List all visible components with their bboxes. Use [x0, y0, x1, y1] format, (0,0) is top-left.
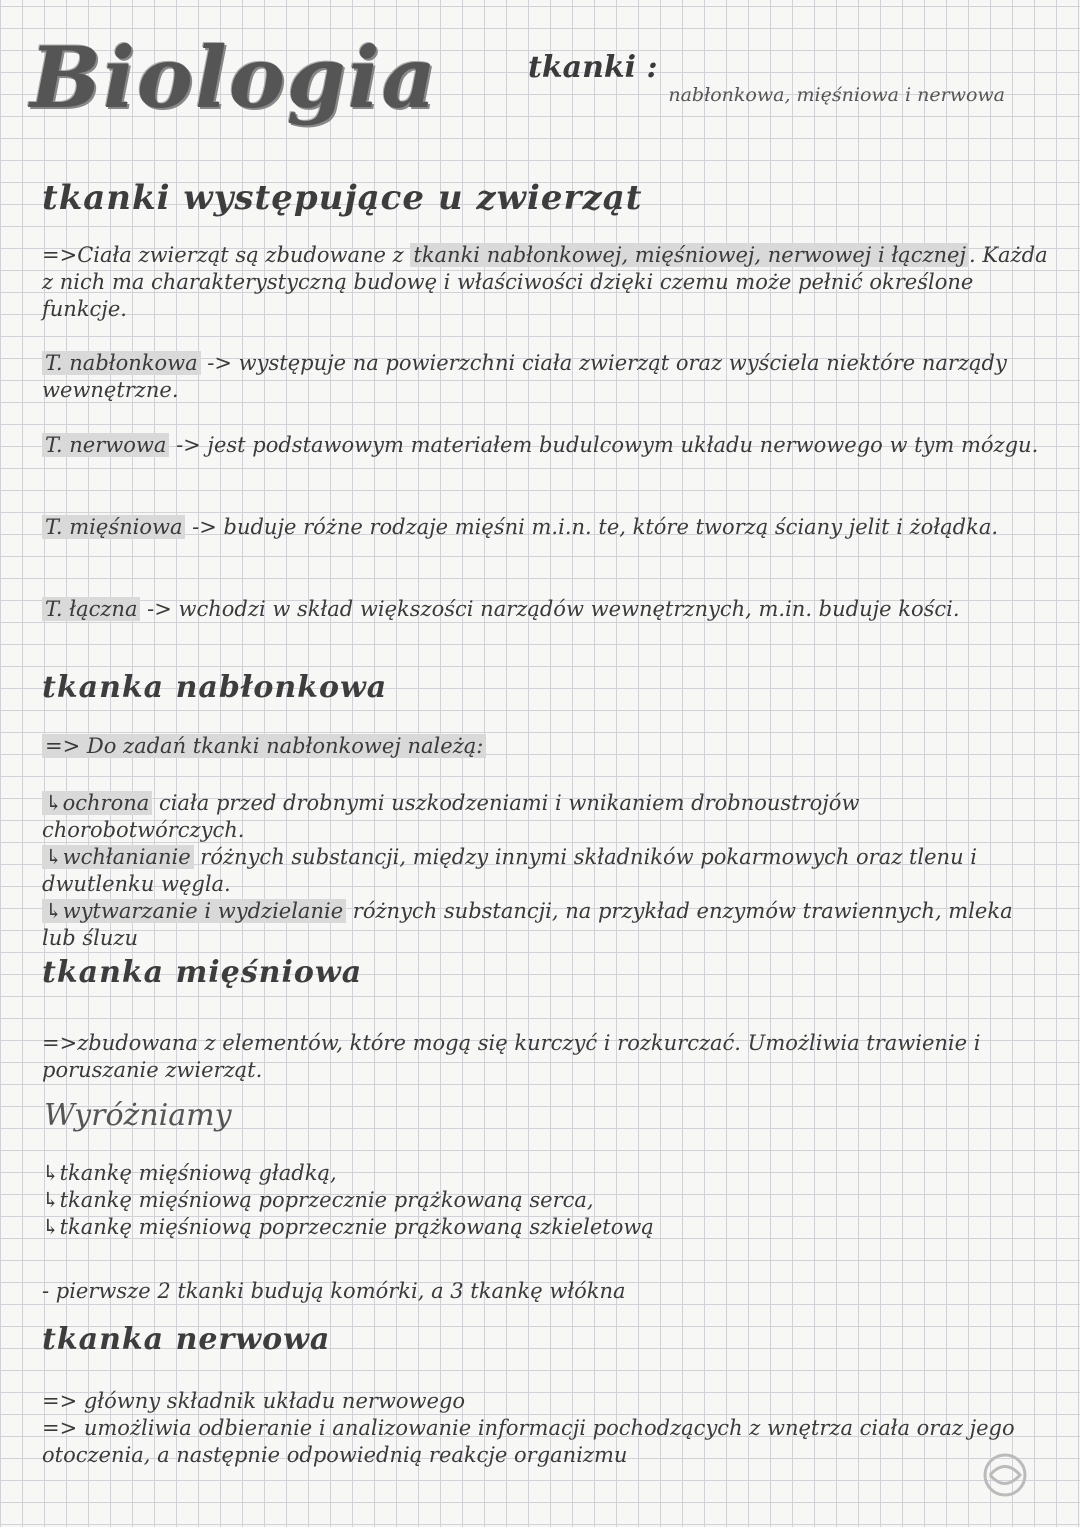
- section3-intro: =>zbudowana z elementów, które mogą się kurczyć i rozkurczać. Umożliwia trawienie i poruszanie zwierząt.: [42, 1031, 981, 1082]
- section-heading-nervous: tkanka nerwowa: [42, 1322, 331, 1357]
- section1-intro: =>Ciała zwierząt są zbudowane z tkanki nabłonkowej, mięśniowej, nerwowej i łącznej . Każda z nich ma charakterystyczną budowę i właściwości dzięki czemu może pełnić określone funkcje.: [42, 243, 1048, 321]
- section-heading-muscle: tkanka mięśniowa: [42, 955, 363, 990]
- section4-list: [42, 1388, 1052, 1469]
- section3-list: [42, 1160, 1052, 1241]
- list-item: ↳tkankę mięśniową gładką,: [42, 1161, 337, 1185]
- section3-note: - pierwsze 2 tkanki budują komórki, a 3 tkankę włókna: [42, 1279, 626, 1303]
- list-item: => umożliwia odbieranie i analizowanie informacji pochodzących z wnętrza ciała oraz jego otoczenia, a następnie odpowiednią reakcje organizmu: [42, 1416, 1015, 1467]
- section2-intro: => Do zadań tkanki nabłonkowej należą:: [42, 733, 1052, 760]
- section2-item-protection: ↳ochrona ciała przed drobnymi uszkodzeniami i wnikaniem drobnoustrojów chorobotwórczych.: [42, 791, 860, 842]
- list-item: ↳tkankę mięśniową poprzecznie prążkowaną szkieletową: [42, 1215, 654, 1239]
- section-heading-epithelial: tkanka nabłonkowa: [42, 670, 388, 705]
- section1-item-epithelial: T. nabłonkowa -> występuje na powierzchni ciała zwierząt oraz wyściela niektóre narządy wewnętrzne.: [42, 351, 1007, 402]
- section3-subhead: Wyróżniamy: [44, 1098, 232, 1133]
- section-heading-animal-tissues: tkanki występujące u zwierząt: [42, 178, 643, 218]
- section1-item-nervous: T. nerwowa -> jest podstawowym materiałem budulcowym układu nerwowego w tym mózgu.: [42, 432, 1052, 459]
- section2-item-secretion: ↳wytwarzanie i wydzielanie różnych substancji, na przykład enzymów trawiennych, mleka lub śluzu: [42, 899, 1013, 950]
- page-title: Biologia: [30, 28, 438, 127]
- section1-item-muscle: T. mięśniowa -> buduje różne rodzaje mięśni m.i.n. te, które tworzą ściany jelit i żołądka.: [42, 514, 1052, 541]
- topic-subtitle: nabłonkowa, mięśniowa i nerwowa: [668, 84, 1005, 106]
- list-item: ↳tkankę mięśniową poprzecznie prążkowaną serca,: [42, 1188, 594, 1212]
- topic-label: tkanki :: [528, 50, 658, 85]
- section2-item-absorption: ↳wchłanianie różnych substancji, między innymi składników pokarmowych oraz tlenu i dwutlenku węgla.: [42, 845, 978, 896]
- list-item: => główny składnik układu nerwowego: [42, 1389, 466, 1413]
- watermark-logo-icon: [980, 1450, 1030, 1500]
- section1-item-connective: T. łączna -> wchodzi w skład większości narządów wewnętrznych, m.in. buduje kości.: [42, 596, 1052, 623]
